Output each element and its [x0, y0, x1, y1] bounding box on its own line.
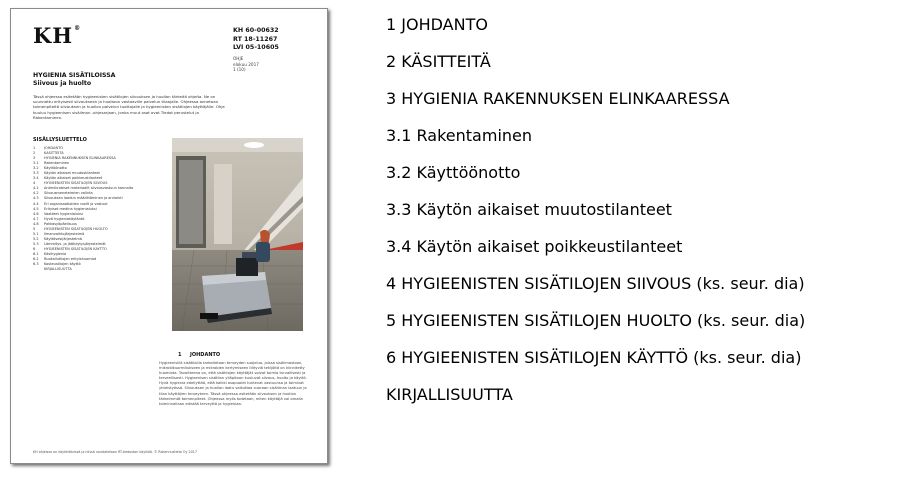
- toc-item-number: 5.2: [33, 236, 39, 241]
- document-code: LVI 05-10605: [233, 44, 279, 52]
- toc-item-number: 4.2: [33, 191, 39, 196]
- document-footer: KH ohjeissa on käytettävissä ja niissä noudatetaan RT-tiedoston käyttöä. © Rakennustieto Oy 2017: [33, 450, 197, 454]
- toc-item-title: HYGIEENISTEN SISÄTILOJEN HUOLTO: [44, 226, 108, 231]
- cleaning-machine-photo: [172, 138, 303, 331]
- toc-item-number: 4: [33, 181, 36, 186]
- toc-item-title: Ruokailutilojen erityishuomiot: [44, 257, 97, 262]
- toc-item-title: Siivouksen laadun määrittäminen ja arviointi: [44, 196, 123, 201]
- toc-item-number: 6: [33, 246, 36, 251]
- section-heading: 1 JOHDANTO: [178, 352, 221, 358]
- toc-item-number: 1: [33, 146, 36, 150]
- document-title-line: HYGIENIA SISÄTILOISSA: [33, 72, 116, 79]
- toc-item-title: JOHDANTO: [44, 146, 63, 150]
- toc-item-number: 4.1: [33, 186, 39, 191]
- document-code: RT 18-11267: [233, 35, 278, 43]
- toc-item-title: Käytön aikaiset muutostilanteet: [44, 171, 100, 176]
- toc-item-title: Vaatteet hygienialuksi: [44, 211, 83, 216]
- toc-item-number: 4.6: [33, 211, 39, 216]
- toc-item-title: Antimikrobiset materiaalit siivousvastuun kannalta: [44, 186, 134, 191]
- outline-item: 3 HYGIENIA RAKENNUKSEN ELINKAARESSA: [386, 89, 730, 108]
- toc-item-number: 4.4: [33, 201, 39, 206]
- outline-item: 5 HYGIEENISTEN SISÄTILOJEN HUOLTO (ks. seur. dia): [386, 311, 806, 330]
- toc-item-number: 3.1: [33, 161, 39, 166]
- outline-item: 6 HYGIEENISTEN SISÄTILOJEN KÄYTTÖ (ks. seur. dia): [386, 348, 802, 367]
- document-dates: [233, 56, 259, 73]
- outline-item: 3.2 Käyttöönotto: [386, 163, 521, 182]
- document-thumbnail: [10, 8, 328, 464]
- toc-item-number: 6.3: [33, 262, 39, 267]
- toc-item-number: 2: [33, 151, 36, 156]
- toc-item-title: Käytön aikaiset poikkeustilanteet: [44, 176, 103, 181]
- document-date: elokuu 2017: [233, 61, 259, 67]
- toc-item-title: Ilmanvaihtojärjestelmä: [44, 231, 85, 236]
- toc-item-title: Hyvä hygieniakäytäntö: [44, 216, 85, 221]
- toc-item-title: Eri organisaatioiden roolit ja vastuut: [44, 201, 108, 206]
- toc-item-title: Lämmitys- ja jäähdytysjärjestelmät: [44, 241, 106, 246]
- toc-item-title: Käyttöönotto: [44, 166, 67, 171]
- kh-logo: KH®: [33, 23, 82, 48]
- outline-item: 2 KÄSITTEITÄ: [386, 52, 491, 71]
- toc-heading: SISÄLLYSLUETTELO: [33, 137, 87, 143]
- toc-item-title: Rakentaminen: [44, 161, 70, 166]
- toc-item-title: Kosteustilojen käyttö: [44, 262, 81, 267]
- toc-item-number: 4.5: [33, 206, 39, 211]
- toc-item-title: KÄSITTEITÄ: [44, 151, 64, 156]
- document-subtitle: Siivous ja huolto: [33, 79, 92, 87]
- toc-item-title: HYGIEENISTEN SISÄTILOJEN SIIVOUS: [44, 181, 108, 186]
- toc-item-number: 3.2: [33, 166, 39, 171]
- document-codes: [233, 27, 279, 53]
- toc-item-title: HYGIENIA RAKENNUKSEN ELINKAARESSA: [44, 156, 116, 161]
- toc-item: [33, 267, 161, 272]
- toc-item-title: HYGIEENISTEN SISÄTILOJEN KÄYTTÖ: [44, 246, 107, 251]
- document-title: [33, 72, 115, 88]
- toc-item-title: Erityiset medina hygienialuksi: [44, 206, 97, 211]
- document-page: 1 (10): [233, 67, 246, 73]
- toc-item-number: 6.2: [33, 257, 39, 262]
- outline-item: 3.3 Käytön aikaiset muutostilanteet: [386, 200, 672, 219]
- toc-item-number: 3: [33, 156, 36, 161]
- outline-list: [386, 6, 906, 413]
- document-intro: Tässä ohjeessa esitetään hygieenisten sisätilojen siivouksen ja huollon tärkeitä ohjeita. Ne on suunnattu erityisesti siivoukseen ja huoltoon vastaaville palvelun tilaajalle. Ohjeessa annetaan toimenpiteitä siivouksen ja huollon palvelun tuottajalle ja hygieenisten sisätilojen käyttäjälle. Ohje kuuluu hygieenisen sisäilman -ohjesarjaan, jonka muut osat ovat Tiedot perustelut ja Rakentaminen.: [33, 94, 225, 120]
- toc-item-number: 3.3: [33, 171, 39, 176]
- toc-item-title: Käsihygienia: [44, 251, 67, 256]
- toc-item-title: KIRJALLISUUTTA: [44, 267, 72, 272]
- toc-item-number: 5: [33, 226, 36, 231]
- toc-item-title: Pakkasyöpäelisuus: [44, 221, 77, 226]
- toc-item-number: 5.3: [33, 241, 39, 246]
- table-of-contents: [33, 146, 161, 272]
- toc-item-number: 4.8: [33, 221, 39, 226]
- outline-item: 3.1 Rakentaminen: [386, 126, 533, 145]
- outline-item: 3.4 Käytön aikaiset poikkeustilanteet: [386, 237, 683, 256]
- toc-item-number: 4.3: [33, 196, 39, 201]
- toc-item-title: Siivousmenetelmien valinta: [44, 191, 93, 196]
- toc-item-number: 5.1: [33, 231, 39, 236]
- toc-item-number: 6.1: [33, 251, 39, 256]
- outline-item: 4 HYGIEENISTEN SISÄTILOJEN SIIVOUS (ks. seur. dia): [386, 274, 805, 293]
- document-code: KH 60-00632: [233, 27, 279, 34]
- toc-item-title: Käyttövesijärjestelmä: [44, 236, 82, 241]
- section-text: Hygieenisillä sisätiloilla tarkoitetaan terveyden suojelua, joissa sisäilmastoon, mikrobikuormitukseen ja mikrobien kertymiseen liittyviä tekijöitä on kiinnitetty huomiota. Tavoitteena on, että sisätilojen käyttäjät voivat toimia turvallisesti ja terveellisesti. Hygieenisen sisätilan ylläpitoon kuuluvat siivous, huolto ja käyttö. Hyvä hygienia edellyttää, että kaikki osapuolet tuntevat vastuunsa ja toimivat yhteistyössä. Siivouksen ja huollon laatu vaikuttaa suoraan sisäilman laatuun ja tilan käyttäjien terveyteen. Tässä ohjeessa esitetään siivouksen ja huollon tärkeimmät toimenpiteet. Ohjeessa myös todetaan, miten käyttäjä voi omalla toiminnallaan edistää terveyttä ja hygieniaa.: [159, 361, 307, 406]
- outline-item: 1 JOHDANTO: [386, 15, 488, 34]
- toc-item-number: 4.7: [33, 216, 39, 221]
- document-type: OHJE: [233, 56, 244, 61]
- toc-item-number: 3.4: [33, 176, 39, 181]
- outline-item: KIRJALLISUUTTA: [386, 385, 513, 404]
